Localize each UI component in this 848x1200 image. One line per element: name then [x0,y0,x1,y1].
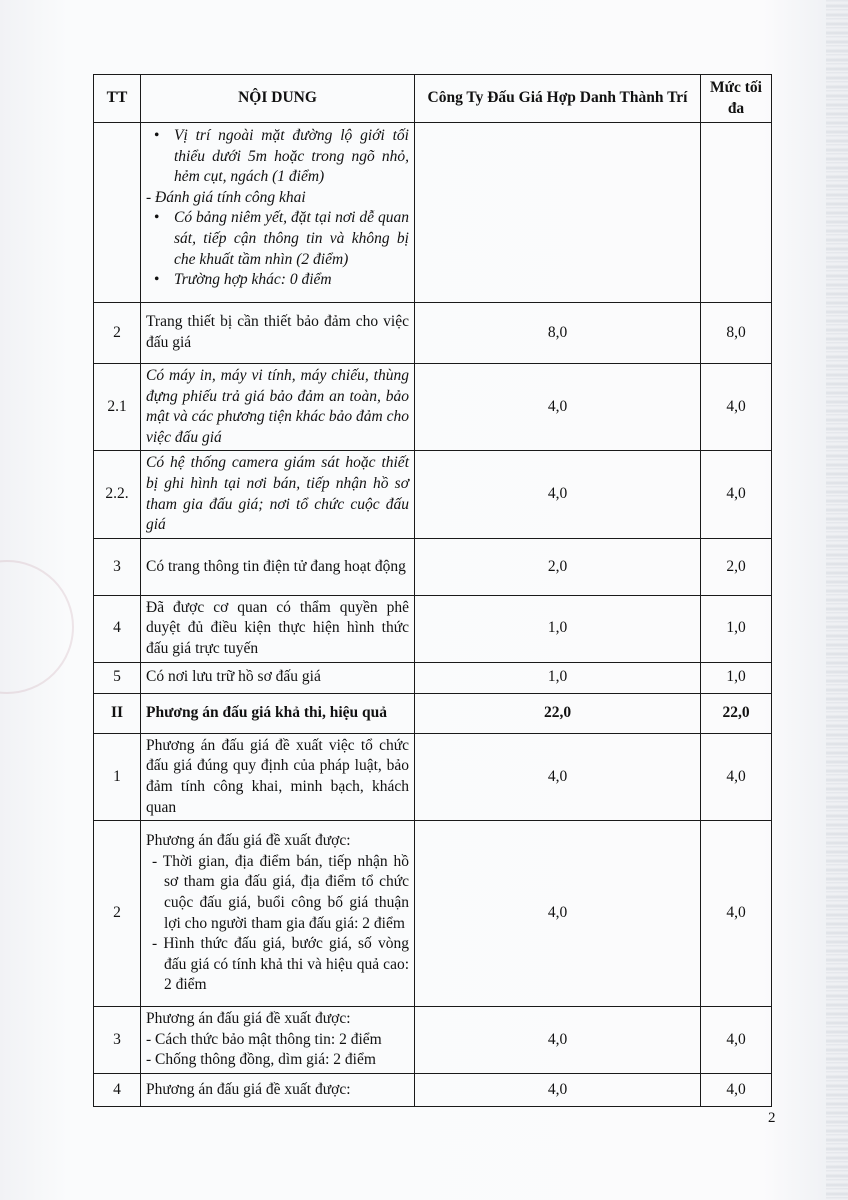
page-number: 2 [768,1110,776,1126]
row-content: Có hệ thống camera giám sát hoặc thiết bị ghi hình tại nơi bán, tiếp nhận hồ sơ tham gia đấu giá; nơi tổ chức cuộc đấu giá [141,451,415,538]
row-tt: 4 [94,595,141,662]
row-intro: Phương án đấu giá đề xuất được: [146,1010,351,1028]
row-content: Phương án đấu giá đề xuất được: [141,1073,415,1106]
row-max: 4,0 [701,821,772,1007]
table-row [94,538,772,595]
scan-edge [826,0,848,1200]
row-tt: 5 [94,662,141,693]
scoring-table [93,74,772,1107]
row-intro: Phương án đấu giá đề xuất được: [146,832,351,850]
row-content: Có máy in, máy vi tính, máy chiếu, thùng đựng phiếu trả giá bảo đảm an toàn, bảo mật và các phương tiện khác bảo đảm cho việc đấu giá [141,364,415,451]
row-tt: 2.1 [94,364,141,451]
bullet-item: • Có bảng niêm yết, đặt tại nơi dễ quan sát, tiếp cận thông tin và không bị che khuất tầm nhìn (2 điểm) [174,208,409,270]
row-tt: 2.2. [94,451,141,538]
row-score: 1,0 [415,662,701,693]
row-content [141,821,415,1007]
stamp-bleed-through [0,560,74,694]
table-row [94,451,772,538]
criterion-item: - Cách thức bảo mật thông tin: 2 điểm [146,1030,382,1048]
continued-content [141,123,415,303]
bullet-item: • Trường hợp khác: 0 điểm [174,270,409,291]
header-content: NỘI DUNG [141,75,415,123]
table-row-continued [94,123,772,303]
row-content: Có trang thông tin điện tử đang hoạt động [141,538,415,595]
row-max: 4,0 [701,1073,772,1106]
table-row [94,303,772,364]
row-content: Phương án đấu giá đề xuất việc tổ chức đấu giá đúng quy định của pháp luật, bảo đảm tính công khai, minh bạch, khách quan [141,733,415,820]
table-row [94,1073,772,1106]
criterion-item: - Thời gian, địa điểm bán, tiếp nhận hồ sơ tham gia đấu giá, địa điểm tổ chức cuộc đấu giá, buổi công bố giá thuận lợi cho người tham gia đấu giá: 2 điểm [152,852,409,932]
row-content [141,1007,415,1074]
row-score: 4,0 [415,733,701,820]
row-score: 4,0 [415,451,701,538]
row-score: 4,0 [415,1007,701,1074]
row-max: 8,0 [701,303,772,364]
header-company: Công Ty Đấu Giá Hợp Danh Thành Trí [415,75,701,123]
table-row [94,662,772,693]
row-score: 4,0 [415,364,701,451]
section-row-ii [94,693,772,733]
table-row [94,1007,772,1074]
row-score: 4,0 [415,821,701,1007]
criterion-item: - Chống thông đồng, dìm giá: 2 điểm [146,1051,376,1069]
table-row [94,595,772,662]
row-tt: 2 [94,303,141,364]
row-tt: 3 [94,538,141,595]
row-tt: 1 [94,733,141,820]
row-content: Có nơi lưu trữ hồ sơ đấu giá [141,662,415,693]
row-content: Trang thiết bị cần thiết bảo đảm cho việc đấu giá [141,303,415,364]
section-max: 22,0 [701,693,772,733]
bullet-item: • Vị trí ngoài mặt đường lộ giới tối thiểu dưới 5m hoặc trong ngõ nhỏ, hẻm cụt, ngách (1 điểm) [174,126,409,188]
row-max: 4,0 [701,451,772,538]
section-score: 22,0 [415,693,701,733]
row-tt: 4 [94,1073,141,1106]
section-tt: II [94,693,141,733]
row-score: 2,0 [415,538,701,595]
header-max: Mức tối đa [701,75,772,123]
table-header-row [94,75,772,123]
table-row [94,821,772,1007]
row-score: 4,0 [415,1073,701,1106]
row-score: 8,0 [415,303,701,364]
row-max: 4,0 [701,364,772,451]
row-score: 1,0 [415,595,701,662]
table-row [94,733,772,820]
row-max: 1,0 [701,595,772,662]
header-tt: TT [94,75,141,123]
row-max: 2,0 [701,538,772,595]
row-tt: 3 [94,1007,141,1074]
row-content: Đã được cơ quan có thẩm quyền phê duyệt đủ điều kiện thực hiện hình thức đấu giá trực tuyến [141,595,415,662]
row-tt: 2 [94,821,141,1007]
row-max: 4,0 [701,733,772,820]
sub-heading: - Đánh giá tính công khai [146,188,306,206]
row-max: 4,0 [701,1007,772,1074]
criterion-item: - Hình thức đấu giá, bước giá, số vòng đấu giá có tính khả thi và hiệu quả cao: 2 điểm [152,935,409,994]
section-title: Phương án đấu giá khả thi, hiệu quả [141,693,415,733]
table-row [94,364,772,451]
row-max: 1,0 [701,662,772,693]
